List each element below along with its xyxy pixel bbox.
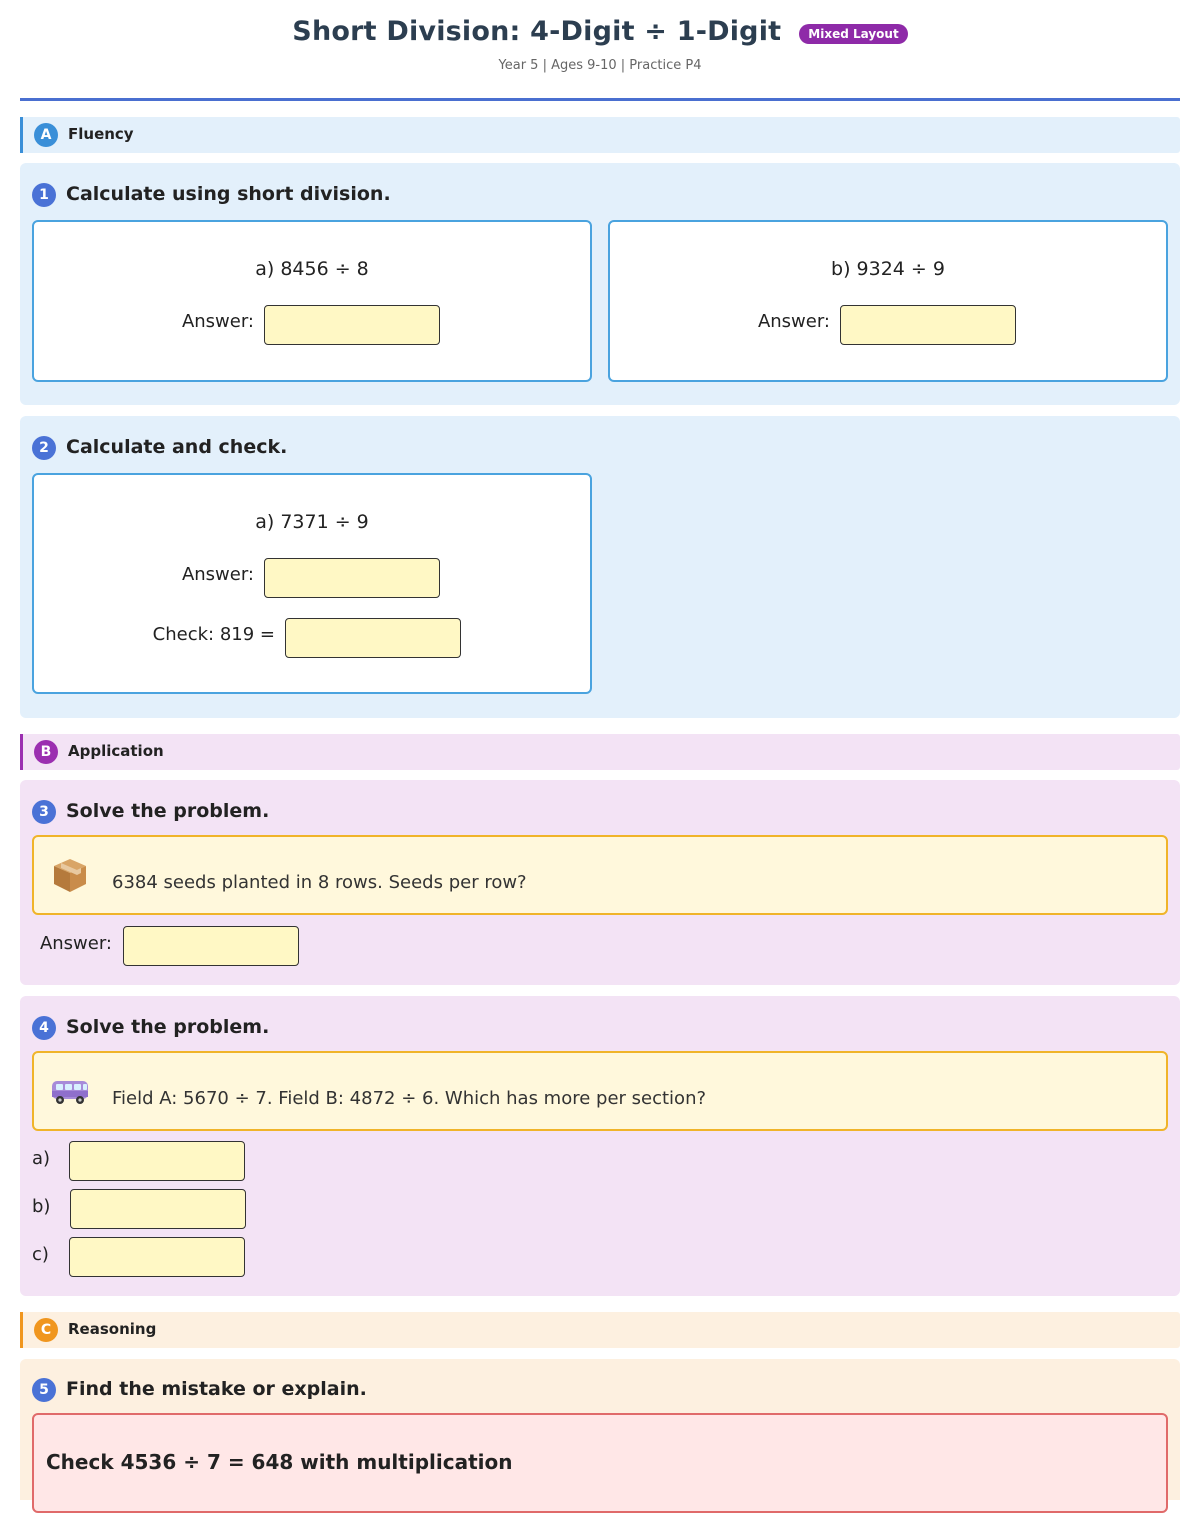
q3-story-text: 6384 seeds planted in 8 rows. Seeds per row? bbox=[112, 872, 527, 893]
page-subtitle: Year 5 | Ages 9-10 | Practice P4 bbox=[498, 58, 702, 73]
section-accent-bar bbox=[20, 117, 23, 153]
section-reasoning-banner bbox=[20, 1312, 1180, 1348]
check-label: Check: 819 = bbox=[152, 624, 275, 645]
question-number-1: 1 bbox=[32, 183, 56, 207]
question-4-prompt: Solve the problem. bbox=[66, 1016, 270, 1038]
q1-part-b-card bbox=[608, 220, 1168, 382]
page-title: Short Division: 4-Digit ÷ 1-Digit bbox=[292, 16, 782, 47]
q4-part-b-label: b) bbox=[32, 1196, 51, 1217]
q2-answer-box[interactable] bbox=[264, 558, 440, 598]
q2-part-a-card bbox=[32, 473, 592, 694]
section-letter-c: C bbox=[34, 1318, 58, 1342]
layout-badge: Mixed Layout bbox=[799, 24, 907, 44]
q3-story-box bbox=[32, 835, 1168, 915]
title-row bbox=[0, 16, 1200, 47]
q4-story-text: Field A: 5670 ÷ 7. Field B: 4872 ÷ 6. Which has more per section? bbox=[112, 1088, 707, 1109]
q1-part-a-answer-box[interactable] bbox=[264, 305, 440, 345]
question-2-panel bbox=[20, 416, 1180, 718]
q1-part-b-answer-box[interactable] bbox=[840, 305, 1016, 345]
header-divider bbox=[20, 98, 1180, 101]
question-4-panel bbox=[20, 996, 1180, 1296]
q1-part-a-card bbox=[32, 220, 592, 382]
question-2-prompt: Calculate and check. bbox=[66, 436, 288, 458]
answer-label: Answer: bbox=[181, 564, 254, 585]
q4-part-c-label: c) bbox=[32, 1244, 49, 1265]
answer-label: Answer: bbox=[39, 933, 112, 954]
question-number-2: 2 bbox=[32, 436, 56, 460]
q2-check-box[interactable] bbox=[285, 618, 461, 658]
section-letter-b: B bbox=[34, 740, 58, 764]
question-3-prompt: Solve the problem. bbox=[66, 800, 270, 822]
q1-part-a-expression: a) 8456 ÷ 8 bbox=[255, 258, 369, 280]
q3-answer-box[interactable] bbox=[123, 926, 299, 966]
q4-part-b-answer-box[interactable] bbox=[70, 1189, 246, 1229]
question-5-panel bbox=[20, 1359, 1180, 1500]
question-number-4: 4 bbox=[32, 1016, 56, 1040]
q5-statement-text: Check 4536 ÷ 7 = 648 with multiplication bbox=[46, 1450, 513, 1474]
section-accent-bar bbox=[20, 1312, 23, 1348]
minibus-icon bbox=[50, 1071, 90, 1111]
question-number-5: 5 bbox=[32, 1378, 56, 1402]
q4-part-c-answer-box[interactable] bbox=[69, 1237, 245, 1277]
answer-label: Answer: bbox=[181, 311, 254, 332]
answer-label: Answer: bbox=[757, 311, 830, 332]
section-fluency-banner bbox=[20, 117, 1180, 153]
question-1-panel bbox=[20, 163, 1180, 405]
section-label-reasoning: Reasoning bbox=[68, 1320, 157, 1338]
question-3-panel bbox=[20, 780, 1180, 985]
package-icon bbox=[50, 855, 90, 895]
worksheet-header bbox=[0, 0, 1200, 102]
question-number-3: 3 bbox=[32, 800, 56, 824]
q4-part-a-answer-box[interactable] bbox=[69, 1141, 245, 1181]
section-label-fluency: Fluency bbox=[68, 125, 134, 143]
q2-part-a-expression: a) 7371 ÷ 9 bbox=[255, 511, 369, 533]
q4-story-box bbox=[32, 1051, 1168, 1131]
section-letter-a: A bbox=[34, 123, 58, 147]
question-1-prompt: Calculate using short division. bbox=[66, 183, 391, 205]
section-label-application: Application bbox=[68, 742, 164, 760]
q4-part-a-label: a) bbox=[32, 1148, 51, 1169]
question-5-prompt: Find the mistake or explain. bbox=[66, 1378, 367, 1400]
section-accent-bar bbox=[20, 734, 23, 770]
q1-part-b-expression: b) 9324 ÷ 9 bbox=[831, 258, 945, 280]
section-application-banner bbox=[20, 734, 1180, 770]
q5-statement-box bbox=[32, 1413, 1168, 1513]
